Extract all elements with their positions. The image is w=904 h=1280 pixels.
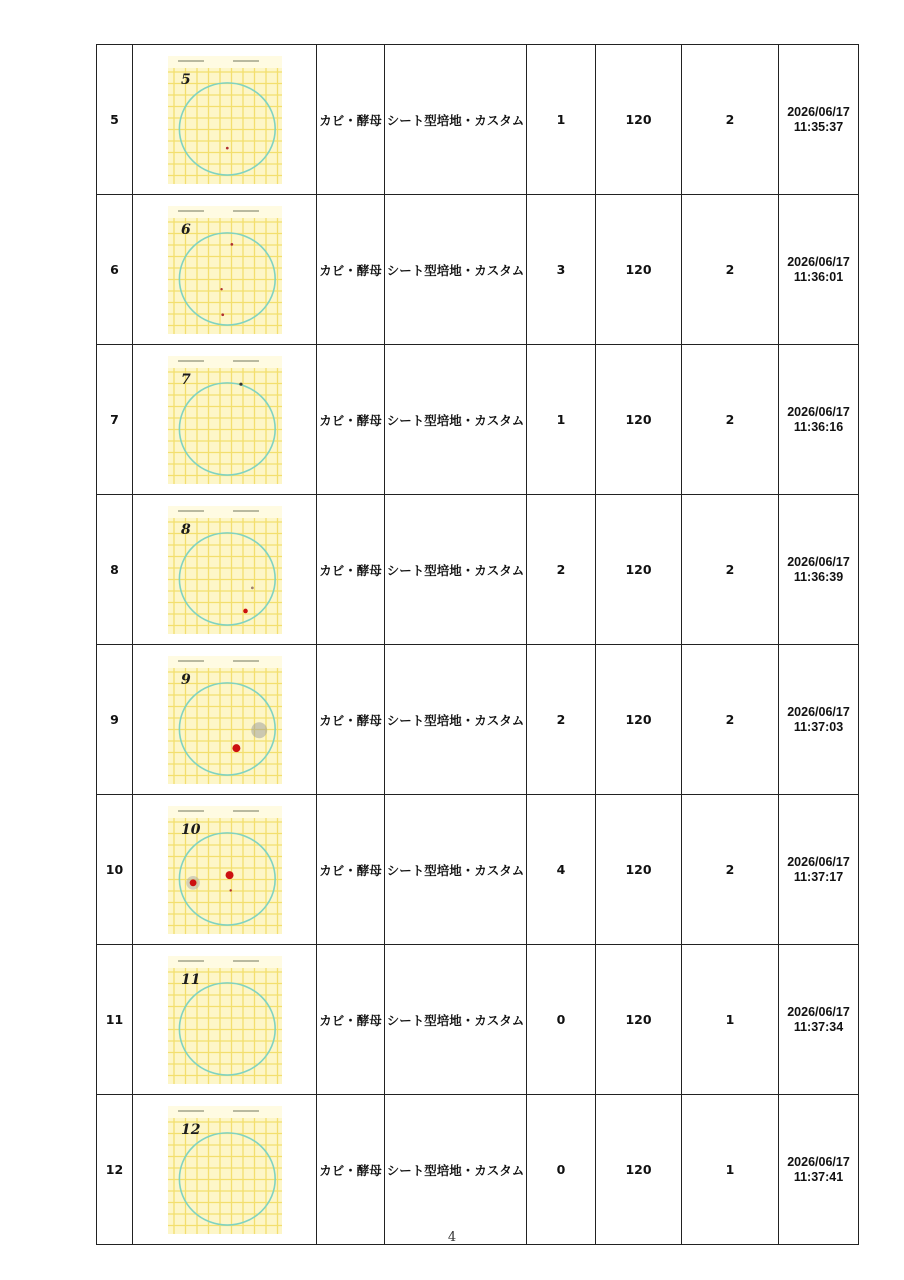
plate-image-cell: [133, 945, 317, 1095]
count-cell: 3: [527, 195, 596, 345]
row-number: 7: [97, 345, 133, 495]
timestamp-date: 2026/06/17: [787, 254, 850, 269]
timestamp-date: 2026/06/17: [787, 104, 850, 119]
plate-image-cell: [133, 195, 317, 345]
timestamp-time: 11:37:34: [793, 1019, 844, 1034]
category-cell: カビ・酵母: [317, 945, 385, 1095]
table-row: [97, 45, 859, 195]
medium-cell: シート型培地・カスタム: [385, 645, 527, 795]
timestamp-cell: [779, 795, 859, 945]
table-row: [97, 795, 859, 945]
count-cell: 1: [527, 345, 596, 495]
category-cell: カビ・酵母: [317, 495, 385, 645]
timestamp-cell: [779, 645, 859, 795]
category-cell: カビ・酵母: [317, 795, 385, 945]
colony-dot: [250, 586, 253, 589]
sheet-header-mark: [178, 660, 204, 662]
handwritten-label: 9: [180, 671, 191, 688]
timestamp-cell: [779, 195, 859, 345]
sheet-header-mark: [178, 510, 204, 512]
medium-cell: シート型培地・カスタム: [385, 1095, 527, 1245]
colony-dot: [220, 288, 222, 290]
handwritten-label: 7: [180, 371, 191, 388]
count-cell: 1: [527, 45, 596, 195]
timestamp-cell: [779, 345, 859, 495]
volume-cell: 120: [596, 45, 682, 195]
timestamp-date: 2026/06/17: [787, 404, 850, 419]
category-cell: カビ・酵母: [317, 345, 385, 495]
colony-dot: [239, 382, 242, 385]
table-body: [97, 45, 859, 1245]
timestamp-time: 11:37:03: [793, 719, 844, 734]
culture-sheet-image: [168, 806, 282, 934]
colony-dot: [189, 879, 196, 886]
colony-dot: [221, 313, 224, 316]
timestamp-date: 2026/06/17: [787, 1154, 850, 1169]
plate-image-cell: [133, 1095, 317, 1245]
category-cell: カビ・酵母: [317, 645, 385, 795]
sheet-header-mark: [178, 360, 204, 362]
row-number: 6: [97, 195, 133, 345]
medium-cell: シート型培地・カスタム: [385, 495, 527, 645]
handwritten-label: 6: [180, 221, 191, 238]
sheet-header-mark: [178, 1110, 204, 1112]
count-cell: 4: [527, 795, 596, 945]
handwritten-label: 8: [180, 521, 191, 538]
sheet-header-mark: [178, 810, 204, 812]
sheet-header-mark: [233, 960, 259, 962]
colony-dot: [225, 871, 233, 879]
volume-cell: 120: [596, 1095, 682, 1245]
culture-sheet-image: [168, 1106, 282, 1234]
table-row: [97, 495, 859, 645]
timestamp-cell: [779, 495, 859, 645]
row-number: 12: [97, 1095, 133, 1245]
medium-cell: シート型培地・カスタム: [385, 45, 527, 195]
medium-cell: シート型培地・カスタム: [385, 795, 527, 945]
handwritten-label: 12: [180, 1121, 200, 1138]
sheet-header-mark: [233, 60, 259, 62]
colony-dot: [230, 243, 233, 246]
handwritten-label: 11: [180, 971, 200, 988]
colony-dot: [232, 744, 240, 752]
count-cell: 2: [527, 495, 596, 645]
volume-cell: 120: [596, 195, 682, 345]
volume-cell: 120: [596, 645, 682, 795]
culture-sheet-image: [168, 56, 282, 184]
grade-cell: 1: [682, 945, 779, 1095]
row-number: 9: [97, 645, 133, 795]
row-number: 5: [97, 45, 133, 195]
sheet-header-mark: [233, 510, 259, 512]
table-row: [97, 945, 859, 1095]
grade-cell: 2: [682, 345, 779, 495]
timestamp-time: 11:36:16: [793, 419, 844, 434]
timestamp-time: 11:36:39: [793, 569, 844, 584]
category-cell: カビ・酵母: [317, 1095, 385, 1245]
volume-cell: 120: [596, 345, 682, 495]
timestamp-cell: [779, 45, 859, 195]
timestamp-date: 2026/06/17: [787, 554, 850, 569]
plate-image-cell: [133, 495, 317, 645]
grade-cell: 2: [682, 45, 779, 195]
grade-cell: 1: [682, 1095, 779, 1245]
timestamp-date: 2026/06/17: [787, 1004, 850, 1019]
colony-dot: [225, 146, 228, 149]
category-cell: カビ・酵母: [317, 195, 385, 345]
culture-sheet-image: [168, 506, 282, 634]
timestamp-cell: [779, 945, 859, 1095]
colony-dot: [229, 889, 231, 891]
culture-sheet-image: [168, 656, 282, 784]
timestamp-time: 11:37:17: [793, 869, 844, 884]
sheet-header-mark: [233, 1110, 259, 1112]
timestamp-date: 2026/06/17: [787, 704, 850, 719]
timestamp-cell: [779, 1095, 859, 1245]
timestamp-date: 2026/06/17: [787, 854, 850, 869]
table-row: [97, 1095, 859, 1245]
plate-image-cell: [133, 45, 317, 195]
medium-cell: シート型培地・カスタム: [385, 195, 527, 345]
plate-image-cell: [133, 645, 317, 795]
sheet-header-mark: [233, 660, 259, 662]
table-row: [97, 645, 859, 795]
culture-sheet-image: [168, 956, 282, 1084]
culture-sheet-image: [168, 206, 282, 334]
row-number: 11: [97, 945, 133, 1095]
sheet-header-mark: [233, 360, 259, 362]
handwritten-label: 5: [180, 71, 191, 88]
count-cell: 2: [527, 645, 596, 795]
volume-cell: 120: [596, 795, 682, 945]
count-cell: 0: [527, 1095, 596, 1245]
row-number: 10: [97, 795, 133, 945]
sheet-header-mark: [178, 60, 204, 62]
page-number: 4: [447, 1230, 457, 1245]
medium-cell: シート型培地・カスタム: [385, 945, 527, 1095]
sheet-header-mark: [178, 210, 204, 212]
plate-image-cell: [133, 345, 317, 495]
handwritten-label: 10: [180, 821, 200, 838]
table-row: [97, 345, 859, 495]
category-cell: カビ・酵母: [317, 45, 385, 195]
grade-cell: 2: [682, 645, 779, 795]
row-number: 8: [97, 495, 133, 645]
medium-cell: シート型培地・カスタム: [385, 345, 527, 495]
culture-sheet-image: [168, 356, 282, 484]
results-table: [96, 44, 859, 1245]
colony-dot: [251, 722, 267, 738]
grade-cell: 2: [682, 795, 779, 945]
count-cell: 0: [527, 945, 596, 1095]
grade-cell: 2: [682, 495, 779, 645]
timestamp-time: 11:37:41: [793, 1169, 844, 1184]
timestamp-time: 11:36:01: [793, 269, 844, 284]
table-row: [97, 195, 859, 345]
sheet-header-mark: [233, 210, 259, 212]
colony-dot: [243, 608, 248, 613]
volume-cell: 120: [596, 945, 682, 1095]
timestamp-time: 11:35:37: [793, 119, 844, 134]
plate-image-cell: [133, 795, 317, 945]
sheet-header-mark: [178, 960, 204, 962]
grade-cell: 2: [682, 195, 779, 345]
volume-cell: 120: [596, 495, 682, 645]
sheet-header-mark: [233, 810, 259, 812]
